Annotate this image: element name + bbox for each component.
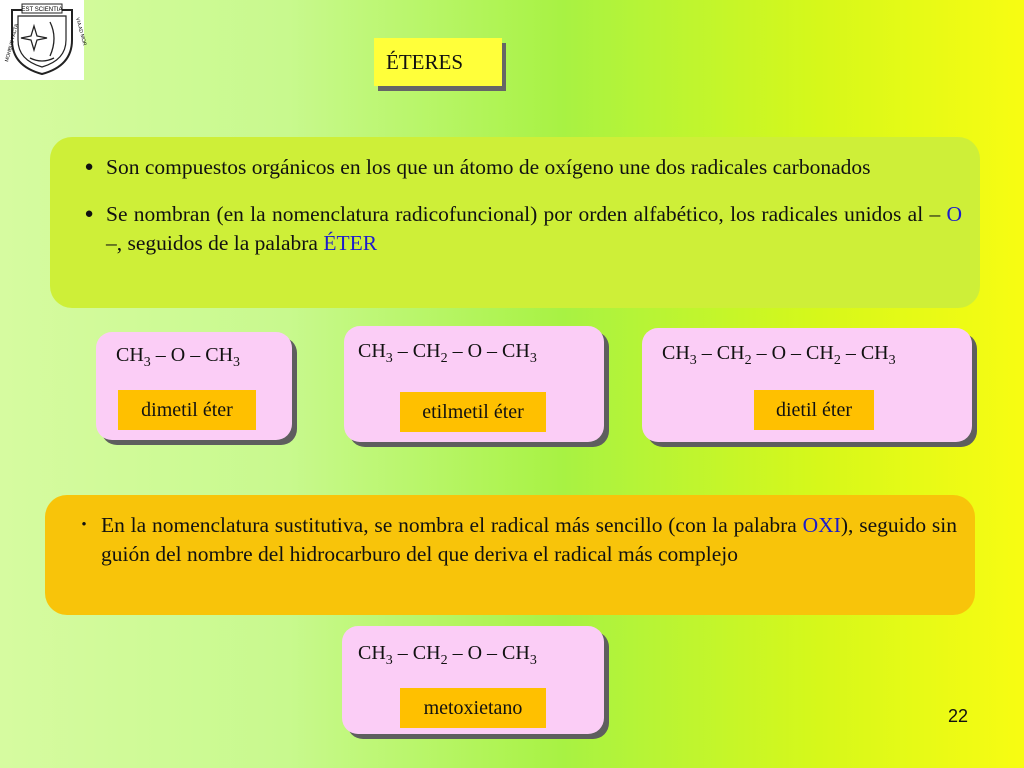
formula-part: – CH xyxy=(696,342,745,364)
name-etilmetil: etilmetil éter xyxy=(400,392,546,432)
logo-text-right: VIA AD MOR xyxy=(74,16,88,47)
substitutive-panel xyxy=(45,495,975,615)
formula-subscript: 3 xyxy=(529,653,537,668)
name-dietil: dietil éter xyxy=(754,390,874,430)
bullet-naming-rule xyxy=(68,200,962,258)
institution-logo xyxy=(0,0,88,80)
formula-dimetil xyxy=(108,340,248,375)
formula-subscript: 2 xyxy=(744,353,752,368)
substitutive-part1: En la nomenclatura sustitutiva, se nombra el radical más sencillo (con la palabra xyxy=(101,513,803,537)
oxi-word: OXI xyxy=(802,513,841,537)
formula-part: CH xyxy=(662,342,690,364)
formula-part: – O – CH xyxy=(447,340,530,362)
logo-text-top: EST SCIENTIA xyxy=(21,7,63,13)
formula-subscript: 3 xyxy=(689,353,697,368)
example-card-dimetil xyxy=(96,332,292,440)
formula-part: – O – CH xyxy=(150,344,234,366)
bullet-dot-icon: ● xyxy=(84,206,94,222)
formula-subscript: 3 xyxy=(385,351,393,366)
eter-word: ÉTER xyxy=(323,231,378,255)
formula-part: – CH xyxy=(392,642,441,664)
name-dimetil: dimetil éter xyxy=(118,390,256,430)
formula-subscript: 3 xyxy=(888,353,896,368)
oxygen-symbol: O xyxy=(946,202,962,226)
page-title: ÉTERES xyxy=(374,38,502,86)
example-card-etilmetil xyxy=(344,326,604,442)
formula-part: – O – CH xyxy=(751,342,834,364)
radicofunctional-panel xyxy=(50,137,980,308)
example-card-dietil xyxy=(642,328,972,442)
logo-text-left: MOHBUS FACTA xyxy=(4,23,21,63)
formula-subscript: 3 xyxy=(385,653,393,668)
formula-etilmetil xyxy=(350,336,545,371)
bullet-dot-icon: ● xyxy=(84,159,94,175)
naming-rule-text xyxy=(106,200,962,258)
page-number: 22 xyxy=(947,706,968,726)
formula-subscript: 3 xyxy=(143,355,151,370)
bullet-dot-icon: • xyxy=(81,517,87,533)
formula-part: – O – CH xyxy=(447,642,530,664)
formula-part: – CH xyxy=(840,342,889,364)
formula-subscript: 3 xyxy=(529,351,537,366)
example-card-metoxietano xyxy=(342,626,604,734)
formula-subscript: 2 xyxy=(440,653,448,668)
formula-part: CH xyxy=(116,344,144,366)
formula-metoxietano xyxy=(350,638,545,673)
bullet-definition xyxy=(68,153,962,182)
formula-dietil xyxy=(654,338,904,373)
definition-text: Son compuestos orgánicos en los que un átomo de oxígeno une dos radicales carbonados xyxy=(106,155,871,179)
formula-part: CH xyxy=(358,642,386,664)
naming-rule-part1: Se nombran (en la nomenclatura radicofuncional) por orden alfabético, los radicales unidos al – xyxy=(106,202,947,226)
name-metoxietano: metoxietano xyxy=(400,688,546,728)
substitutive-text xyxy=(101,511,957,569)
formula-subscript: 2 xyxy=(440,351,448,366)
formula-subscript: 3 xyxy=(233,355,241,370)
bullet-substitutive xyxy=(63,511,957,569)
naming-rule-part2: –, seguidos de la palabra xyxy=(106,231,324,255)
formula-part: – CH xyxy=(392,340,441,362)
shield-emblem-icon xyxy=(0,0,88,80)
formula-subscript: 2 xyxy=(833,353,841,368)
formula-part: CH xyxy=(358,340,386,362)
substitutive-part2: ), seguido sin guión del nombre del hidrocarburo del que deriva el radical más complejo xyxy=(101,513,957,566)
